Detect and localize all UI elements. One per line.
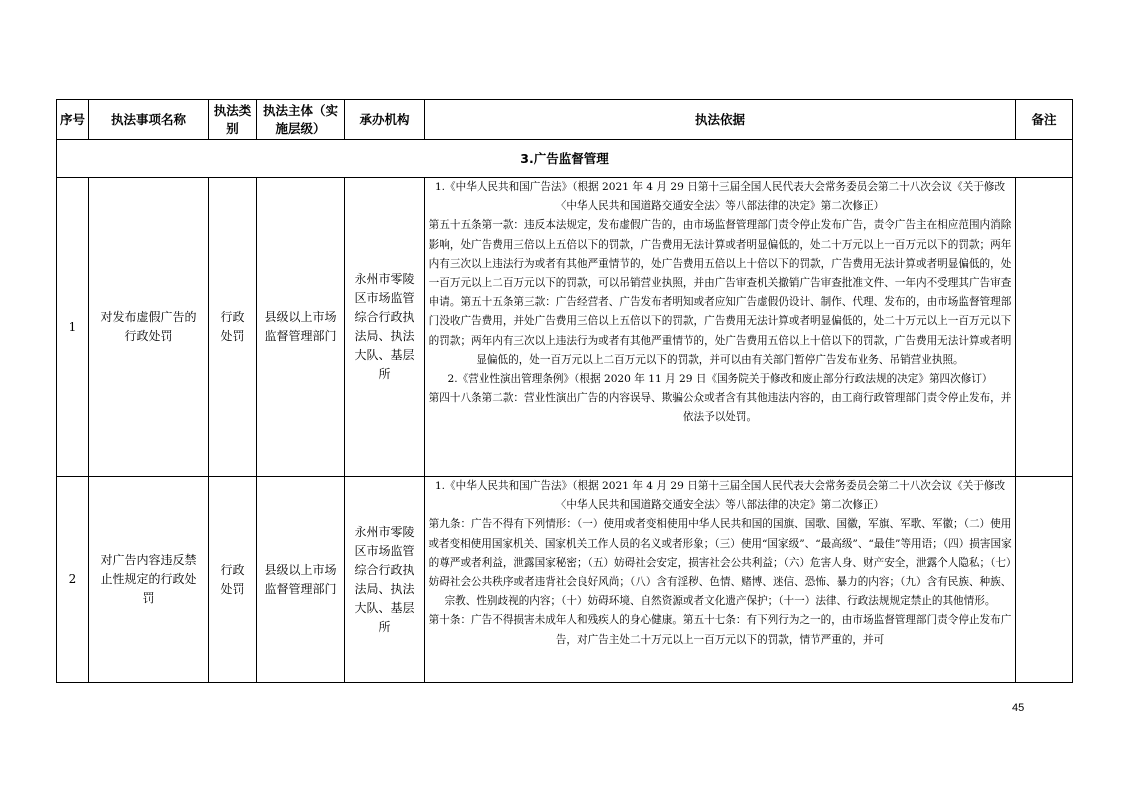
row-agency	[345, 178, 425, 477]
row-subject-text: 县级以上市场监督管理部门	[264, 562, 337, 596]
row-agency-text: 永州市零陵区市场监管综合行政执法局、执法大队、基层所	[354, 272, 415, 381]
row-basis	[425, 178, 1016, 477]
row-remark	[1016, 477, 1073, 683]
row-item-name-text: 对发布虚假广告的行政处罚	[100, 310, 197, 343]
header-item-name: 执法事项名称	[89, 100, 209, 140]
row-item-name-text: 对广告内容违反禁止性规定的行政处罚	[100, 553, 197, 605]
basis-paragraph: 第四十八条第二款：营业性演出广告的内容误导、欺骗公众或者含有其他违法内容的，由工商行政管理部门责令停止发布，并依法予以处罚。	[428, 392, 1012, 424]
row-subject	[257, 477, 345, 683]
row-category	[209, 477, 257, 683]
header-index: 序号	[57, 100, 89, 140]
basis-paragraph: 第九条：广告不得有下列情形：（一）使用或者变相使用中华人民共和国的国旗、国歌、国徽，军旗、军歌、军徽；（二）使用或者变相使用国家机关、国家机关工作人员的名义或者形象；（三）使用“国家级”、“最高级”、“最佳”等用语；（四）损害国家的尊严或者利益，泄露国家秘密；（五）妨碍社会安定，损害社会公共利益；（六）危害人身、财产安全，泄露个人隐私；（七）妨碍社会公共秩序或者违背社会良好风尚；（八）含有淫秽、色情、赌博、迷信、恐怖、暴力的内容；（九）含有民族、种族、宗教、性别歧视的内容；（十）妨碍环境、自然资源或者文化遗产保护；（十一）法律、行政法规规定禁止的其他情形。	[428, 518, 1012, 608]
row-subject	[257, 178, 345, 477]
row-category	[209, 178, 257, 477]
table-header-row	[57, 100, 1073, 140]
row-agency-text: 永州市零陵区市场监管综合行政执法局、执法大队、基层所	[354, 524, 415, 634]
row-item-name	[89, 477, 209, 683]
row-category-text: 行政处罚	[220, 562, 245, 596]
page-number: 45	[1012, 702, 1025, 714]
header-remark: 备注	[1016, 100, 1073, 140]
row-item-name	[89, 178, 209, 477]
row-category-text: 行政处罚	[220, 310, 245, 343]
basis-paragraph: 第十条：广告不得损害未成年人和残疾人的身心健康。第五十七条：有下列行为之一的，由市场监督管理部门责令停止发布广告，对广告主处二十万元以上一百万元以下的罚款，情节严重的，并可	[428, 614, 1012, 646]
table-row	[57, 178, 1073, 477]
basis-paragraph: 1.《中华人民共和国广告法》（根据 2021 年 4 月 29 日第十三届全国人民代表大会常务委员会第二十八次会议《关于修改〈中华人民共和国道路交通安全法〉等八部法律的决定》第二次修正）	[434, 181, 1006, 213]
row-index: 2	[57, 477, 89, 683]
table-row	[57, 477, 1073, 683]
basis-paragraph: 1.《中华人民共和国广告法》（根据 2021 年 4 月 29 日第十三届全国人民代表大会常务委员会第二十八次会议《关于修改〈中华人民共和国道路交通安全法〉等八部法律的决定》第二次修正）	[434, 480, 1006, 512]
row-basis	[425, 477, 1016, 683]
header-category: 执法类别	[209, 100, 257, 140]
row-subject-text: 县级以上市场监督管理部门	[264, 310, 337, 343]
basis-paragraph: 第五十五条第一款：违反本法规定，发布虚假广告的，由市场监督管理部门责令停止发布广告，责令广告主在相应范围内消除影响，处广告费用三倍以上五倍以下的罚款，广告费用无法计算或者明显偏低的，处二十万元以上一百万元以下的罚款；两年内有三次以上违法行为或者有其他严重情节的，处广告费用五倍以上十倍以下的罚款，广告费用无法计算或者明显偏低的，处一百万元以上二百万元以下的罚款，可以吊销营业执照，并由广告审查机关撤销广告审查批准文件、一年内不受理其广告审查申请。第五十五条第三款：广告经营者、广告发布者明知或者应知广告虚假仍设计、制作、代理、发布的，由市场监督管理部门没收广告费用，并处广告费用三倍以上五倍以下的罚款，广告费用无法计算或者明显偏低的，处二十万元以上一百万元以下的罚款；两年内有三次以上违法行为或者有其他严重情节的，处广告费用五倍以上十倍以下的罚款，广告费用无法计算或者明显偏低的，处一百万元以上二百万元以下的罚款，并可以由有关部门暂停广告发布业务、吊销营业执照。	[428, 219, 1012, 366]
header-subject: 执法主体（实施层级）	[257, 100, 345, 140]
section-title: 3.广告监督管理	[57, 140, 1073, 178]
section-row	[57, 140, 1073, 178]
enforcement-table	[56, 99, 1073, 683]
header-agency: 承办机构	[345, 100, 425, 140]
row-agency	[345, 477, 425, 683]
row-remark	[1016, 178, 1073, 477]
header-basis: 执法依据	[425, 100, 1016, 140]
row-index: 1	[57, 178, 89, 477]
basis-paragraph: 2.《营业性演出管理条例》（根据 2020 年 11 月 29 日《国务院关于修改和废止部分行政法规的决定》第四次修订）	[447, 373, 993, 386]
